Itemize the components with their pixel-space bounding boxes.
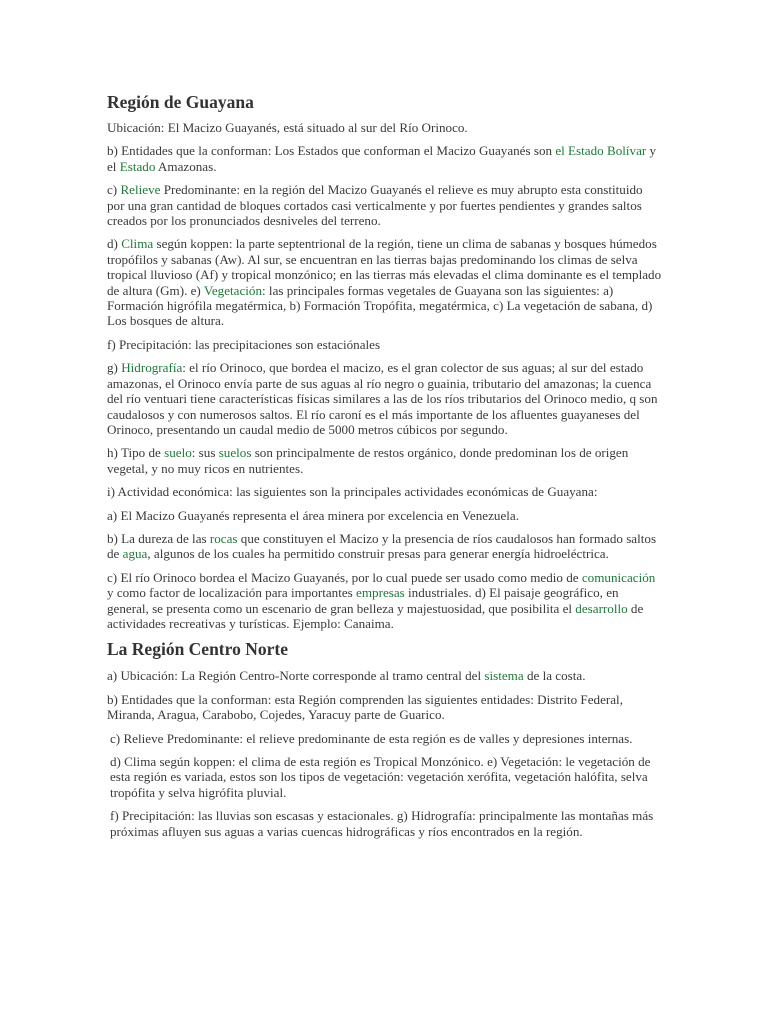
link-relieve[interactable]: Relieve <box>120 182 161 198</box>
link-desarrollo[interactable]: desarrollo <box>575 600 628 616</box>
paragraph-cn-ubicacion: a) Ubicación: La Región Centro-Norte corresponde al tramo central del sistema de la costa. <box>107 668 586 684</box>
paragraph-entidades: b) Entidades que la conforman: Los Estados que conforman el Macizo Guayanés son el Estado Bolívar y el Estado Amazonas. <box>107 143 657 174</box>
link-clima[interactable]: Clima <box>121 236 154 252</box>
paragraph-cn-relieve: c) Relieve Predominante: el relieve predominante de esta región es de valles y depresiones internas. <box>110 730 633 746</box>
link-suelos[interactable]: suelos <box>218 445 252 461</box>
section-title-centro-norte: La Región Centro Norte <box>107 639 288 660</box>
link-empresas[interactable]: empresas <box>356 585 405 601</box>
paragraph-ubicacion: Ubicación: El Macizo Guayanés, está situado al sur del Río Orinoco. <box>107 120 468 135</box>
document-body <box>107 92 663 847</box>
link-agua[interactable]: agua <box>122 546 148 562</box>
link-estado[interactable]: Estado <box>119 158 156 174</box>
paragraph-actividad-c: c) El río Orinoco bordea el Macizo Guayanés, por lo cual puede ser usado como medio de comunicación y como factor de localización para importantes empresas industriales. d) El paisaje geográfico, en general, se presenta como un escenario de gran belleza y majestuosidad, que posibilita el desarrollo de actividades recreativas y turísticas. Ejemplo: Canaima. <box>107 569 656 631</box>
paragraph-cn-precipitacion: f) Precipitación: las lluvias son escasas y estacionales. g) Hidrografía: principalmente las montañas más próximas afluyen sus aguas a varias cuencas hidrográficas y ríos encontrados en la región. <box>110 808 654 839</box>
link-rocas[interactable]: rocas <box>209 530 238 546</box>
section-title-guayana: Región de Guayana <box>107 92 254 112</box>
link-estado-bolivar[interactable]: el Estado Bolívar <box>555 143 647 159</box>
paragraph-actividad-a: a) El Macizo Guayanés representa el área minera por excelencia en Venezuela. <box>107 507 519 523</box>
paragraph-relieve: c) Relieve Predominante: en la región del Macizo Guayanés el relieve es muy abrupto esta constituido por una gran cantidad de bloques cortados casi verticalmente y por fuertes pendientes y grandes saltos creados por los pronunciados desniveles del terreno. <box>107 182 643 229</box>
paragraph-clima: d) Clima según koppen: la parte septentrional de la región, tiene un clima de sabanas y bosques húmedos tropófilos y sabanas (Aw). Al sur, se encuentran en las tierras bajas predominando los climas de selva tropical lluvioso (Af) y tropical monzónico; en las tierras más elevadas el clima dominante es el templado de altura (Gm). e) Vegetación: las principales formas vegetales de Guayana son las siguientes: a) Formación higrófila megatérmica, b) Formación Tropófita, megatérmica, c) La vegetación de sabana, d) Los bosques de altura. <box>107 236 662 329</box>
link-comunicacion[interactable]: comunicación <box>581 569 656 585</box>
paragraph-precipitacion: f) Precipitación: las precipitaciones son estaciónales <box>107 336 381 352</box>
paragraph-cn-entidades: b) Entidades que la conforman: esta Región comprenden las siguientes entidades: Distrito Federal, Miranda, Aragua, Carabobo, Cojedes, Yaracuy parte de Guarico. <box>107 691 623 723</box>
paragraph-cn-clima: d) Clima según koppen: el clima de esta región es Tropical Monzónico. e) Vegetación: le vegetación de esta región es variada, estos son los tipos de vegetación: vegetación xerófita, vegetación halófita, selva tropófita y selva higrófita pluvial. <box>110 754 651 800</box>
paragraph-actividad: i) Actividad económica: las siguientes son la principales actividades económicas de Guayana: <box>107 484 598 500</box>
paragraph-suelo: h) Tipo de suelo: sus suelos son principalmente de restos orgánico, donde predominan los de origen vegetal, y no muy ricos en nutrientes. <box>107 445 629 476</box>
link-suelo[interactable]: suelo <box>164 445 192 461</box>
paragraph-actividad-b: b) La dureza de las rocas que constituyen el Macizo y la presencia de ríos caudalosos han formado saltos de agua, algunos de los cuales ha permitido construir presas para generar energía hidroeléctrica. <box>107 530 657 562</box>
link-sistema[interactable]: sistema <box>484 668 524 684</box>
link-hidrografia[interactable]: Hidrografía <box>121 360 183 376</box>
paragraph-hidrografia: g) Hidrografía: el río Orinoco, que bordea el macizo, es el gran colector de sus aguas; al sur del estado amazonas, el Orinoco envía parte de sus aguas al río negro o guainia, tributario del amazonas; la cuenca del río ventuari tiene características físicas similares a las de los ríos tributarios del Orinoco medio, q son caudalosos y con numerosos saltos. El río caroní es el más importante de los afluentes guayaneses del Orinoco, presentando un caudal medio de 5000 metros cúbicos por segundo. <box>107 360 658 437</box>
link-vegetacion[interactable]: Vegetación <box>203 282 263 298</box>
